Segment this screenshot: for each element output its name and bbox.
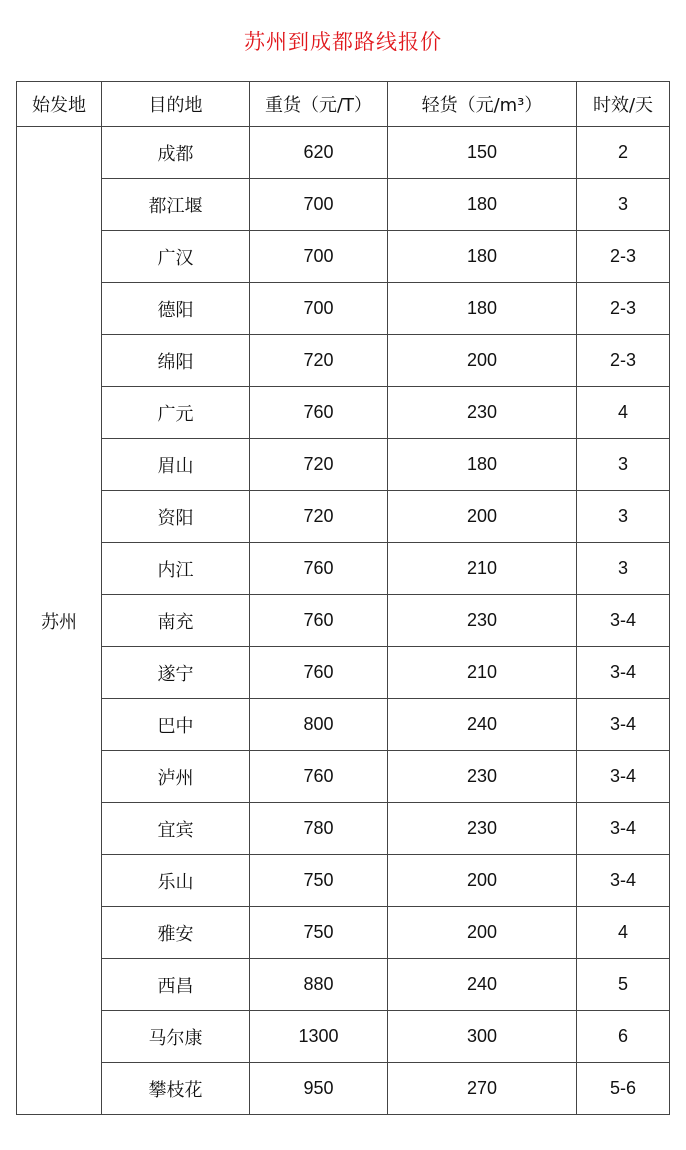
header-destination: 目的地 xyxy=(102,82,250,127)
table-row xyxy=(17,1011,670,1063)
heavy-price-cell: 760 xyxy=(250,543,388,595)
destination-cell: 都江堰 xyxy=(102,179,250,231)
origin-cell: 苏州 xyxy=(17,127,102,1115)
delivery-days-cell: 3 xyxy=(577,179,670,231)
light-price-cell: 150 xyxy=(388,127,577,179)
light-price-cell: 270 xyxy=(388,1063,577,1115)
table-row xyxy=(17,543,670,595)
header-delivery-days: 时效/天 xyxy=(577,82,670,127)
heavy-price-cell: 760 xyxy=(250,387,388,439)
table-row xyxy=(17,335,670,387)
destination-cell: 宜宾 xyxy=(102,803,250,855)
table-row xyxy=(17,231,670,283)
heavy-price-cell: 1300 xyxy=(250,1011,388,1063)
table-row xyxy=(17,699,670,751)
light-price-cell: 180 xyxy=(388,179,577,231)
destination-cell: 广汉 xyxy=(102,231,250,283)
light-price-cell: 200 xyxy=(388,907,577,959)
destination-cell: 攀枝花 xyxy=(102,1063,250,1115)
destination-cell: 南充 xyxy=(102,595,250,647)
heavy-price-cell: 750 xyxy=(250,907,388,959)
destination-cell: 遂宁 xyxy=(102,647,250,699)
destination-cell: 成都 xyxy=(102,127,250,179)
light-price-cell: 200 xyxy=(388,335,577,387)
delivery-days-cell: 3-4 xyxy=(577,699,670,751)
table-body xyxy=(17,127,670,1115)
delivery-days-cell: 4 xyxy=(577,387,670,439)
header-light-price: 轻货（元/m³） xyxy=(388,82,577,127)
light-price-cell: 200 xyxy=(388,491,577,543)
destination-cell: 西昌 xyxy=(102,959,250,1011)
light-price-cell: 230 xyxy=(388,803,577,855)
table-row xyxy=(17,1063,670,1115)
light-price-cell: 240 xyxy=(388,959,577,1011)
heavy-price-cell: 700 xyxy=(250,231,388,283)
heavy-price-cell: 750 xyxy=(250,855,388,907)
heavy-price-cell: 720 xyxy=(250,335,388,387)
delivery-days-cell: 5-6 xyxy=(577,1063,670,1115)
light-price-cell: 200 xyxy=(388,855,577,907)
heavy-price-cell: 700 xyxy=(250,179,388,231)
destination-cell: 德阳 xyxy=(102,283,250,335)
table-row xyxy=(17,855,670,907)
table-row xyxy=(17,647,670,699)
heavy-price-cell: 950 xyxy=(250,1063,388,1115)
table-row xyxy=(17,387,670,439)
light-price-cell: 230 xyxy=(388,751,577,803)
light-price-cell: 230 xyxy=(388,595,577,647)
light-price-cell: 180 xyxy=(388,283,577,335)
delivery-days-cell: 3-4 xyxy=(577,803,670,855)
heavy-price-cell: 700 xyxy=(250,283,388,335)
delivery-days-cell: 3 xyxy=(577,543,670,595)
light-price-cell: 210 xyxy=(388,647,577,699)
heavy-price-cell: 760 xyxy=(250,595,388,647)
destination-cell: 乐山 xyxy=(102,855,250,907)
heavy-price-cell: 720 xyxy=(250,491,388,543)
table-header-row xyxy=(17,82,670,127)
table-row xyxy=(17,959,670,1011)
price-table xyxy=(16,81,670,1115)
delivery-days-cell: 2-3 xyxy=(577,335,670,387)
heavy-price-cell: 800 xyxy=(250,699,388,751)
delivery-days-cell: 3-4 xyxy=(577,751,670,803)
heavy-price-cell: 760 xyxy=(250,647,388,699)
heavy-price-cell: 620 xyxy=(250,127,388,179)
destination-cell: 广元 xyxy=(102,387,250,439)
table-row xyxy=(17,907,670,959)
table-row xyxy=(17,595,670,647)
light-price-cell: 240 xyxy=(388,699,577,751)
light-price-cell: 300 xyxy=(388,1011,577,1063)
destination-cell: 眉山 xyxy=(102,439,250,491)
header-origin: 始发地 xyxy=(17,82,102,127)
delivery-days-cell: 5 xyxy=(577,959,670,1011)
heavy-price-cell: 880 xyxy=(250,959,388,1011)
delivery-days-cell: 3-4 xyxy=(577,647,670,699)
delivery-days-cell: 3-4 xyxy=(577,855,670,907)
delivery-days-cell: 3-4 xyxy=(577,595,670,647)
table-row xyxy=(17,491,670,543)
delivery-days-cell: 3 xyxy=(577,491,670,543)
table-row xyxy=(17,803,670,855)
destination-cell: 巴中 xyxy=(102,699,250,751)
destination-cell: 资阳 xyxy=(102,491,250,543)
heavy-price-cell: 780 xyxy=(250,803,388,855)
delivery-days-cell: 4 xyxy=(577,907,670,959)
destination-cell: 雅安 xyxy=(102,907,250,959)
table-row xyxy=(17,751,670,803)
delivery-days-cell: 3 xyxy=(577,439,670,491)
destination-cell: 内江 xyxy=(102,543,250,595)
heavy-price-cell: 720 xyxy=(250,439,388,491)
table-row xyxy=(17,179,670,231)
light-price-cell: 230 xyxy=(388,387,577,439)
heavy-price-cell: 760 xyxy=(250,751,388,803)
delivery-days-cell: 2-3 xyxy=(577,231,670,283)
delivery-days-cell: 2-3 xyxy=(577,283,670,335)
destination-cell: 马尔康 xyxy=(102,1011,250,1063)
light-price-cell: 210 xyxy=(388,543,577,595)
page-title: 苏州到成都路线报价 xyxy=(244,30,442,54)
table-row xyxy=(17,439,670,491)
destination-cell: 泸州 xyxy=(102,751,250,803)
delivery-days-cell: 2 xyxy=(577,127,670,179)
header-heavy-price: 重货（元/T） xyxy=(250,82,388,127)
table-row xyxy=(17,283,670,335)
destination-cell: 绵阳 xyxy=(102,335,250,387)
table-row xyxy=(17,127,670,179)
delivery-days-cell: 6 xyxy=(577,1011,670,1063)
light-price-cell: 180 xyxy=(388,231,577,283)
light-price-cell: 180 xyxy=(388,439,577,491)
